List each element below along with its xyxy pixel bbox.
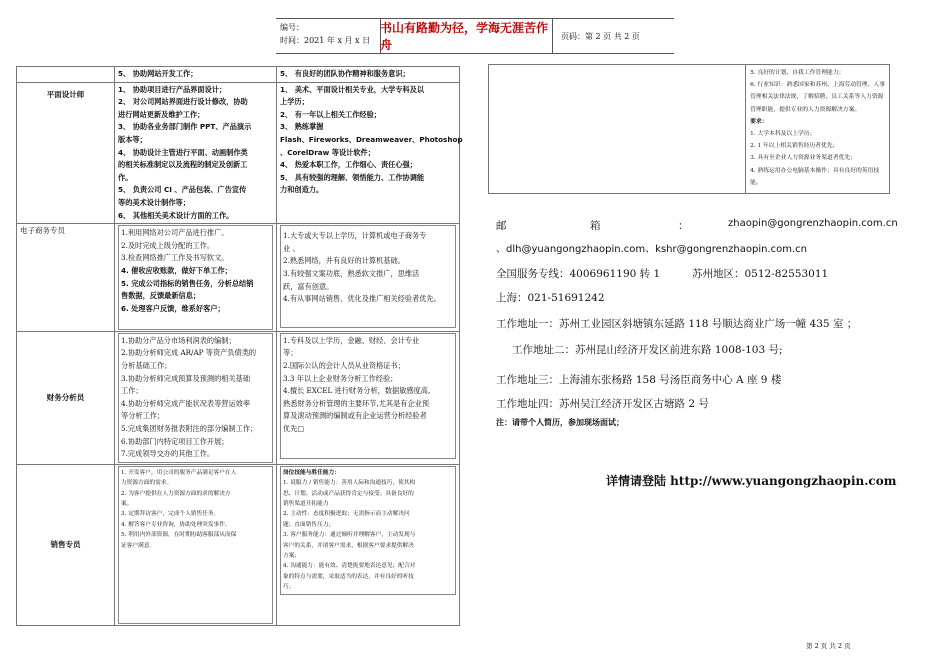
- list-item: 等；: [283, 348, 298, 358]
- list-item: 4. 熟练运用办公电脑基本操作；具有良好的英语技: [750, 167, 880, 174]
- list-item: 售数据，反馈最新信息；: [121, 291, 201, 301]
- list-item: 2.国际公认的会计人员从业资格证书；: [283, 361, 405, 371]
- empty-cell: [489, 65, 746, 194]
- list-item: 思、计划、活动或产品获得肯定与接受；具备良好的: [283, 490, 414, 497]
- position-cell: [17, 67, 115, 83]
- requirement-cell: [277, 331, 460, 464]
- list-item: 6、 其他相关美术设计方面的工作。: [118, 210, 234, 220]
- table-row: [17, 464, 460, 625]
- list-item: 能。: [750, 179, 762, 186]
- list-item: 算及滚动预测的编制或有企业运营分析经验者: [283, 411, 427, 421]
- list-item: 1. 说服力 / 销售能力：善用人际和沟通技巧，使其构: [283, 480, 416, 487]
- list-item: 题；直面销售压力；: [283, 521, 335, 528]
- address-4: 工作地址四：苏州吴江经济开发区古塘路 2 号: [496, 398, 709, 410]
- list-item: 等的美术设计制作等；: [118, 197, 190, 207]
- list-item: 客户的关系，并诸客户需求，根据客户要求提供解决: [283, 542, 414, 549]
- list-item: Flash、Fireworks、Dreamweaver、Photoshop: [280, 134, 463, 144]
- list-item: 4.有从事网站销售、优化及推广相关经验者优先。: [283, 294, 441, 304]
- list-item: 业 。: [283, 243, 300, 253]
- requirement-heading: 岗位技能与胜任能力：: [283, 469, 340, 476]
- duty-cell: [115, 331, 277, 464]
- requirement-box: [280, 466, 456, 595]
- list-item: 方案；: [283, 553, 301, 560]
- list-item: 工作；: [121, 386, 143, 396]
- list-item: 进行网站更新及维护工作；: [118, 109, 205, 119]
- continuation-table: [488, 64, 890, 194]
- email-primary[interactable]: zhaopin@gongrenzhaopin.com.cn: [728, 218, 898, 229]
- list-item: 等分析工作；: [121, 411, 165, 421]
- list-item: 2、 有一年以上相关工作经验；: [280, 109, 381, 119]
- position-title: 平面设计师: [17, 82, 115, 224]
- table-row: [17, 82, 460, 224]
- list-item: 4. 解答客户专业咨询，协助处理突发事件。: [121, 521, 231, 528]
- duty-box: [118, 333, 273, 463]
- list-item: 3.检查网络推广工作及书写软文。: [121, 253, 229, 263]
- position-title: 电子商务专员: [17, 224, 115, 332]
- duty-cell: [115, 82, 277, 224]
- list-item: 象的特点与需要，采取适当的表达，并有良好的听技: [283, 573, 414, 580]
- list-item: 5.完成集团财务报表附注的部分编制工作；: [121, 424, 258, 434]
- list-item: 4.协助分析师完成产能状况表等营运效率: [121, 398, 251, 408]
- duty-box: [118, 466, 273, 624]
- duty-cell: 5、 协助网站开发工作；: [115, 67, 277, 83]
- table-row: [17, 331, 460, 464]
- list-item: 4.擅长 EXCEL 进行财务分析，数据敏感度高,: [283, 386, 431, 396]
- list-item: 熟悉财务分析管理的主要环节,尤其是有企业预: [283, 398, 430, 408]
- list-item: 6. 行业知识：熟悉国家和苏州、上海劳动管理、人事: [750, 82, 885, 89]
- list-item: 优先□: [283, 424, 305, 434]
- list-item: 巧；: [283, 584, 295, 591]
- list-item: 3.有较强文案功底，熟悉软文推广，思维活: [283, 268, 420, 278]
- mail-label-3: ：: [678, 220, 689, 232]
- list-item: 6. 处理客户反馈，维系好客户；: [121, 303, 225, 313]
- mail-label-2: 箱: [590, 220, 601, 232]
- list-item: 证客户满意。: [121, 542, 156, 549]
- list-item: 3、 协助各业务部门制作 PPT、产品演示: [118, 122, 252, 132]
- list-item: 4、 协助设计主管进行平面、动画制作类: [118, 147, 248, 157]
- list-item: 1.利用网络对公司产品进行推广。: [121, 228, 229, 238]
- time-label: 时间：2021 年 x 月 x 日: [280, 36, 371, 45]
- list-item: 4、 热爱本职工作，工作细心、责任心强；: [280, 160, 417, 170]
- list-item: 5、 负责公司 CI 、产品包装、广告宣传: [118, 185, 247, 195]
- address-1: 工作地址一：苏州工业园区斜塘镇东延路 118 号顺达商业广场一幢 435 室 ；: [496, 318, 858, 330]
- hotline: 全国服务专线：4006961190 转 1: [496, 268, 661, 280]
- email-secondary[interactable]: 、dlh@yuangongzhaopin.com、kshr@gongrenzhaopin.com.cn: [496, 244, 808, 255]
- header-meta: [276, 19, 381, 53]
- requirement-cell: [746, 65, 890, 194]
- list-item: 力和创造力。: [280, 185, 324, 195]
- list-item: 要求：: [750, 118, 768, 125]
- more-info-link[interactable]: 详情请登陆 http://www.yuangongzhaopin.com: [606, 474, 897, 488]
- list-item: 4. 沟通能力：能有效、清楚扼要地表达意见；配合对: [283, 563, 416, 570]
- list-item: 作。: [118, 172, 133, 182]
- requirement-cell: [277, 224, 460, 332]
- suzhou-phone: 苏州地区：0512-82553011: [692, 268, 829, 280]
- list-item: 1. 大学本科及以上学历；: [750, 131, 816, 138]
- list-item: 3、 熟练掌握: [280, 122, 324, 132]
- list-item: 3.协助分析师完成预算及预测的相关基础: [121, 373, 251, 383]
- requirement-text: [746, 65, 889, 191]
- table-row: [489, 65, 890, 194]
- address-3: 工作地址三：上海浦东张杨路 158 号汤臣商务中心 A 座 9 楼: [496, 374, 782, 386]
- list-item: 版本等；: [118, 134, 147, 144]
- requirement-cell: 5、 有良好的团队协作精神和服务意识；: [277, 67, 460, 83]
- list-item: 案。: [121, 501, 133, 508]
- page-number-footer: 第 2 页 共 2 页: [806, 642, 851, 650]
- list-item: 跃，富有创意。: [283, 281, 334, 291]
- list-item: 3. 客户服务能力：通过倾听并理解客户，主动发现与: [283, 532, 416, 539]
- list-item: 1. 开发客户，用公司的服务产品满足客户在人: [121, 469, 237, 476]
- duty-box: [118, 225, 273, 330]
- duty-cell: [115, 464, 277, 625]
- requirement-cell: [277, 464, 460, 625]
- requirement-box: [280, 225, 456, 328]
- list-item: 分析基础工作；: [121, 361, 172, 371]
- list-item: 5. 利用内外部资源，在时期协助客服部从而保: [121, 532, 237, 539]
- list-item: 6.协助部门内特定项目工作开展；: [121, 436, 229, 446]
- code-label: 编号：: [280, 23, 304, 32]
- list-item: 7.完成领导交办的其他工作。: [121, 449, 215, 459]
- mail-label-1: 邮: [496, 220, 507, 232]
- requirement-box: [280, 333, 456, 459]
- list-item: 1.专科及以上学历，金融、财经、会计专业: [283, 335, 420, 345]
- list-item: 、CorelDraw 等设计软件；: [280, 147, 375, 157]
- list-item: 5. 良好的计划、自我工作管理能力；: [750, 70, 845, 76]
- duty-cell: [115, 224, 277, 332]
- list-item: 的相关标准制定以及流程的制定及创新工: [118, 160, 248, 170]
- list-item: 管理相关法律法规，了解招聘、员工关系等人力资源: [750, 94, 884, 101]
- position-title: 财务分析员: [17, 331, 115, 464]
- list-item: 3. 定期拜访客户，完成个人销售任务。: [121, 511, 220, 518]
- list-item: 管理职能，提供专业的人力资源解决方案。: [750, 106, 861, 113]
- list-item: 2. 1 年以上相关销售经历者优先；: [750, 143, 839, 150]
- list-item: 2. 为客户提供在人力资源方面的求的解决方: [121, 490, 231, 497]
- address-2: 工作地址二：苏州昆山经济开发区前进东路 1008-103 号;: [512, 344, 783, 356]
- requirement-cell: [277, 82, 463, 224]
- list-item: 3.3 年以上企业财务分析工作经验；: [283, 373, 398, 383]
- shanghai-phone: 上海：021-51691242: [496, 292, 605, 304]
- list-item: 2.协助分析师完成 AR/AP 等资产负债类的: [121, 348, 257, 358]
- position-title: 销售专员: [17, 464, 115, 625]
- interview-note: 注：请带个人简历，参加现场面试；: [496, 418, 624, 427]
- job-table: [16, 66, 463, 626]
- list-item: 4. 催收应收账款，做好下单工作；: [121, 265, 232, 275]
- page-header: [276, 18, 674, 54]
- list-item: 1.协助分产品分市场利润表的编制；: [121, 335, 236, 345]
- header-page-label: 页码：第 2 页 共 2 页: [561, 31, 640, 41]
- list-item: 力资源方面的需求。: [121, 480, 173, 487]
- list-item: 1、 美术、平面设计相关专业，大学专科及以: [280, 84, 425, 94]
- list-item: 销售渠道开拓能力: [283, 501, 329, 508]
- list-item: 上学历；: [280, 97, 309, 107]
- header-motto: 书山有路勤为径，学海无涯苦作舟: [380, 19, 553, 53]
- list-item: 2. 主动性：态度积极进取；无需指示而主动解决问: [283, 511, 410, 518]
- list-item: 2.及时完成上级分配的工作。: [121, 240, 215, 250]
- list-item: 2、 对公司网站界面进行设计修改，协助: [118, 97, 248, 107]
- table-row: [17, 224, 460, 332]
- list-item: 5、 具有较强的理解、领悟能力、工作协调能: [280, 172, 425, 182]
- list-item: 3. 具有至企业人力资源业务渠道者优先；: [750, 155, 857, 162]
- list-item: 5. 完成公司指标的销售任务，分析总结销: [121, 278, 254, 288]
- table-row: [17, 67, 460, 83]
- list-item: 2.熟悉网络，并有良好的计算机基础。: [283, 256, 405, 266]
- list-item: 1.大专或大专以上学历，计算机或电子商务专: [283, 231, 427, 241]
- list-item: 1、 协助项目进行产品界面设计；: [118, 84, 227, 94]
